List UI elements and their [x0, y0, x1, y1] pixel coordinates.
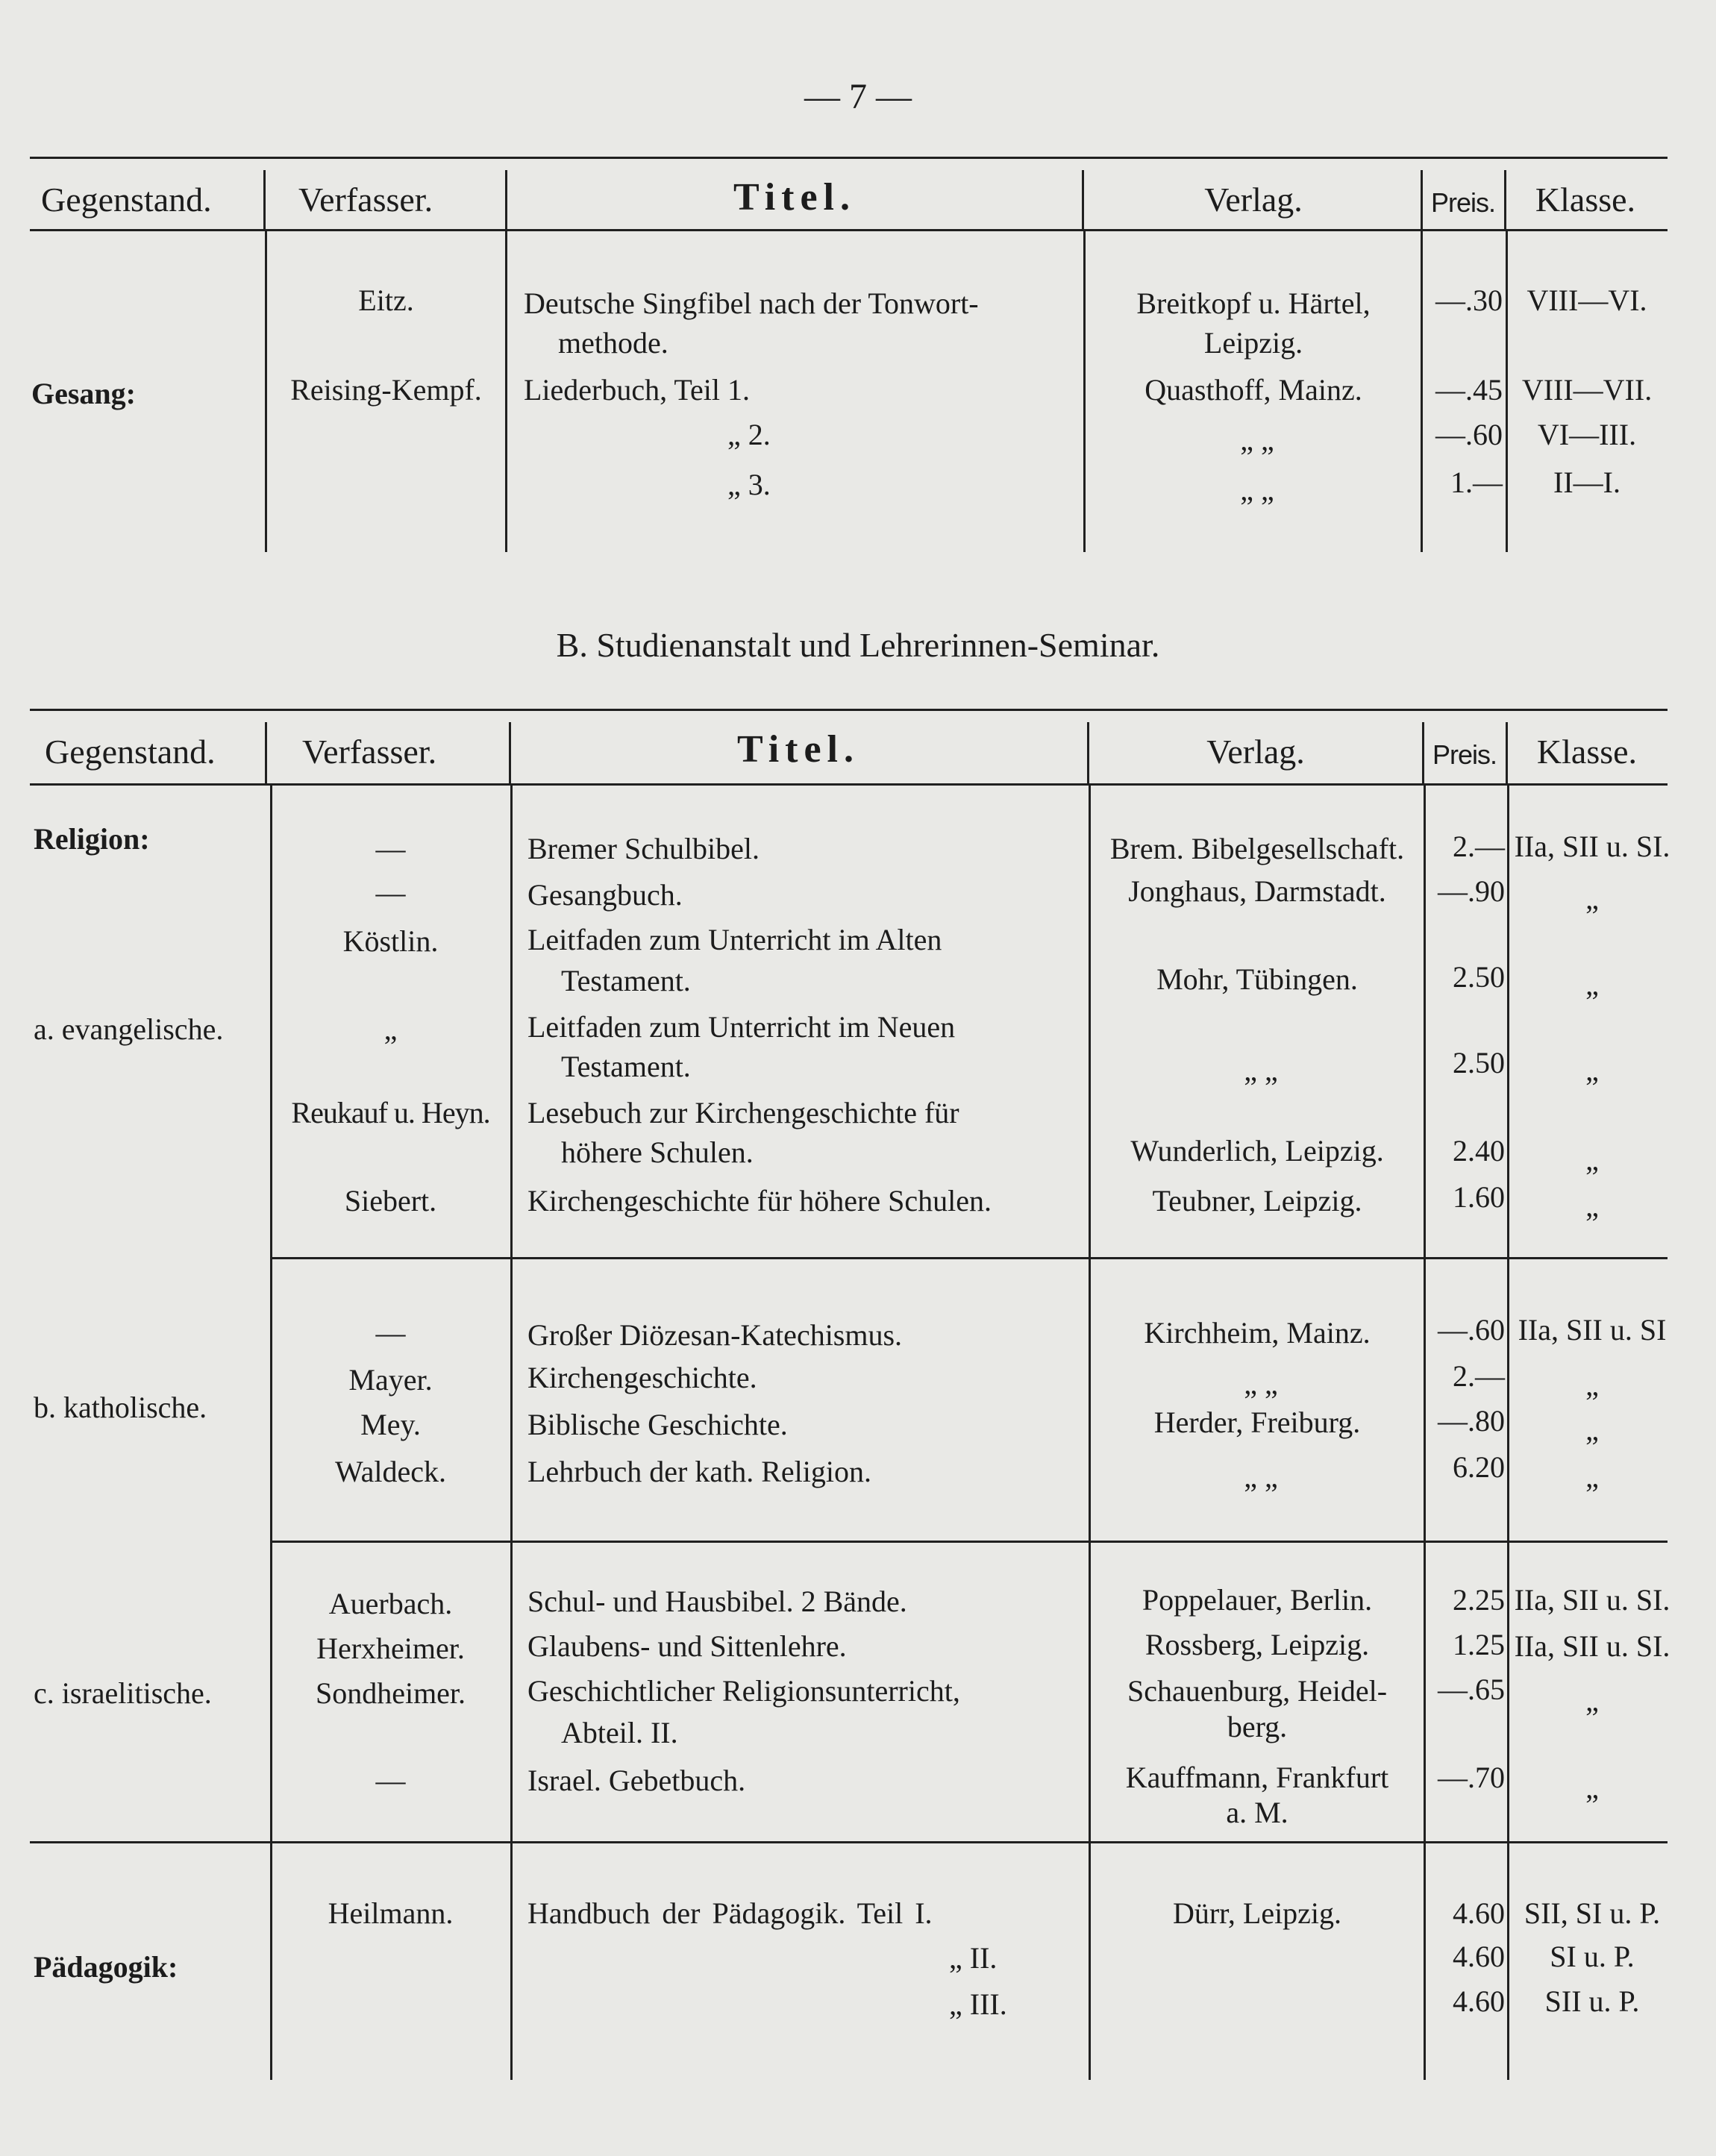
price: 4.60 [1453, 1896, 1505, 1930]
header-preis: Preis. [1432, 739, 1497, 770]
title: Liederbuch, Teil 1. [524, 373, 751, 407]
author: — [375, 1764, 406, 1797]
header-titel: Titel. [736, 728, 860, 771]
class: II—I. [1553, 466, 1621, 499]
header2-sep [1506, 722, 1508, 783]
class: VIII—VI. [1526, 283, 1647, 317]
publisher: Wunderlich, Leipzig. [1130, 1134, 1384, 1168]
class: „ [1585, 1368, 1599, 1402]
header1-sep [1082, 170, 1084, 230]
title-cont: Testament. [561, 1050, 691, 1083]
price: 6.20 [1453, 1450, 1505, 1484]
header1-sep [1504, 170, 1506, 230]
title: „ III. [949, 1987, 1007, 2021]
author: Siebert. [344, 1184, 437, 1218]
price: 1.— [1450, 466, 1503, 499]
class: „ [1585, 882, 1599, 915]
title: Kirchengeschichte für höhere Schulen. [527, 1184, 992, 1218]
price: —.60 [1438, 1313, 1505, 1347]
title: Schul- und Hausbibel. 2 Bände. [527, 1585, 907, 1618]
price: —.90 [1438, 874, 1505, 908]
class: „ [1585, 1189, 1599, 1223]
price: 2.— [1453, 1359, 1505, 1393]
publisher: Kirchheim, Mainz. [1144, 1316, 1371, 1350]
title: Geschichtlicher Religionsunterricht, [527, 1674, 960, 1708]
col-line [1507, 786, 1509, 2080]
price: 2.50 [1453, 960, 1505, 994]
title: Leitfaden zum Unterricht im Neuen [527, 1010, 956, 1044]
price: 4.60 [1453, 1940, 1505, 1973]
price: 2.40 [1453, 1134, 1505, 1168]
publisher: Mohr, Tübingen. [1156, 962, 1358, 996]
class: IIa, SII u. SI. [1514, 830, 1670, 863]
price: 2.25 [1453, 1583, 1505, 1617]
group-separator [272, 1541, 1668, 1543]
publisher: Jonghaus, Darmstadt. [1128, 874, 1386, 908]
publisher: Kauffmann, Frankfurt [1125, 1761, 1389, 1794]
class: SII, SI u. P. [1524, 1896, 1661, 1930]
publisher: Teubner, Leipzig. [1152, 1184, 1362, 1218]
publisher: Quasthoff, Mainz. [1144, 373, 1362, 407]
title-cont: methode. [558, 326, 668, 360]
publisher: „ „ [1244, 1367, 1278, 1400]
author: — [375, 1316, 406, 1350]
col-line [505, 231, 507, 552]
class: IIa, SII u. SI [1518, 1313, 1667, 1347]
title: Lehrbuch der kath. Religion. [527, 1455, 871, 1488]
publisher: „ „ [1244, 1460, 1278, 1494]
price: 1.60 [1453, 1180, 1505, 1214]
class: „ [1585, 1460, 1599, 1494]
author: Sondheimer. [315, 1676, 466, 1710]
title: Biblische Geschichte. [527, 1408, 788, 1441]
publisher: Brem. Bibelgesellschaft. [1109, 832, 1405, 865]
section-separator [30, 1841, 1668, 1843]
price: —.30 [1435, 283, 1503, 317]
class: „ [1585, 1143, 1599, 1176]
class: SII u. P. [1544, 1984, 1640, 2018]
class: VI—III. [1537, 418, 1637, 451]
title-cont: Testament. [561, 964, 691, 997]
subject-gesang: Gesang: [31, 377, 136, 410]
table1-top-rule [30, 157, 1668, 159]
table2-header-rule [30, 783, 1668, 786]
publisher: Schauenburg, Heidel- [1127, 1674, 1388, 1708]
author: Auerbach. [328, 1587, 453, 1620]
subject-religion: Religion: [34, 822, 150, 856]
author: — [375, 876, 406, 909]
header-verfasser: Verfasser. [302, 733, 437, 771]
publisher: Breitkopf u. Härtel, [1136, 286, 1371, 320]
table2-top-rule [30, 709, 1668, 711]
author: Heilmann. [328, 1896, 454, 1930]
author: Mayer. [348, 1363, 433, 1397]
subgroup-israelitisch: c. israelitische. [34, 1676, 212, 1710]
price: —.65 [1438, 1673, 1505, 1706]
col-line [1506, 231, 1508, 552]
publisher: Rossberg, Leipzig. [1144, 1628, 1370, 1661]
title: Kirchengeschichte. [527, 1361, 757, 1394]
class: „ [1585, 1771, 1599, 1805]
author: Mey. [360, 1408, 421, 1441]
header2-sep [265, 722, 267, 783]
class: „ [1585, 1684, 1599, 1717]
title: Israel. Gebetbuch. [527, 1764, 746, 1797]
publisher-cont: Leipzig. [1203, 326, 1303, 360]
title: Großer Diözesan-Katechismus. [527, 1318, 903, 1352]
author: — [375, 832, 406, 865]
header-klasse: Klasse. [1535, 181, 1636, 219]
header-titel: Titel. [733, 176, 857, 219]
author: Herxheimer. [316, 1632, 465, 1665]
author: Köstlin. [342, 924, 439, 958]
title: Lesebuch zur Kirchengeschichte für [527, 1096, 959, 1129]
col-line [510, 786, 513, 2080]
header-gegenstand: Gegenstand. [41, 181, 212, 219]
class: IIa, SII u. SI. [1514, 1629, 1670, 1663]
price: 2.— [1453, 830, 1505, 863]
header-verfasser: Verfasser. [298, 181, 433, 219]
page-number: — 7 — [804, 77, 912, 116]
section-b-title: B. Studienanstalt und Lehrerinnen-Seminar. [556, 626, 1160, 664]
title: Gesangbuch. [527, 878, 683, 912]
header-verlag: Verlag. [1206, 733, 1305, 771]
author: Eitz. [358, 283, 414, 317]
title: Handbuch der Pädagogik. Teil I. [527, 1896, 933, 1930]
title: „ 2. [727, 418, 771, 451]
price: —.60 [1435, 418, 1503, 451]
class: VIII—VII. [1521, 373, 1653, 407]
publisher: „ „ [1240, 473, 1274, 507]
publisher: Herder, Freiburg. [1153, 1406, 1361, 1439]
author: Reising-Kempf. [290, 373, 482, 407]
publisher-cont: berg. [1227, 1710, 1288, 1743]
subgroup-evangelisch: a. evangelische. [34, 1012, 224, 1046]
group-separator [272, 1257, 1668, 1259]
title: Glaubens- und Sittenlehre. [527, 1629, 847, 1663]
header-preis: Preis. [1430, 187, 1496, 218]
title: „ II. [949, 1941, 998, 1975]
publisher-cont: a. M. [1226, 1796, 1288, 1829]
header1-sep [263, 170, 266, 230]
class: SI u. P. [1550, 1940, 1635, 1973]
author: „ [383, 1012, 398, 1046]
price: —.45 [1435, 373, 1503, 407]
header-klasse: Klasse. [1536, 733, 1638, 771]
title: Deutsche Singfibel nach der Tonwort- [524, 286, 979, 320]
class: IIa, SII u. SI. [1514, 1583, 1670, 1617]
author: Reukauf u. Heyn. [291, 1096, 490, 1129]
price: 2.50 [1453, 1046, 1505, 1079]
header-verlag: Verlag. [1204, 181, 1303, 219]
publisher: Poppelauer, Berlin. [1142, 1583, 1373, 1617]
header-gegenstand: Gegenstand. [45, 733, 216, 771]
title-cont: Abteil. II. [561, 1716, 678, 1749]
publisher: „ „ [1244, 1053, 1278, 1087]
author: Waldeck. [335, 1455, 446, 1488]
col-line [265, 231, 267, 552]
title-cont: höhere Schulen. [561, 1135, 754, 1169]
subgroup-katholisch: b. katholische. [34, 1391, 207, 1424]
price: —.80 [1438, 1404, 1505, 1438]
title: Leitfaden zum Unterricht im Alten [527, 923, 942, 956]
class: „ [1585, 1413, 1599, 1447]
publisher: Dürr, Leipzig. [1172, 1896, 1342, 1930]
title: „ 3. [727, 468, 771, 501]
class: „ [1585, 968, 1599, 1001]
price: 1.25 [1453, 1628, 1505, 1661]
publisher: „ „ [1240, 423, 1274, 457]
class: „ [1585, 1053, 1599, 1087]
title: Bremer Schulbibel. [527, 832, 760, 865]
price: —.70 [1438, 1761, 1505, 1794]
price: 4.60 [1453, 1984, 1505, 2018]
subject-paedagogik: Pädagogik: [34, 1950, 178, 1984]
